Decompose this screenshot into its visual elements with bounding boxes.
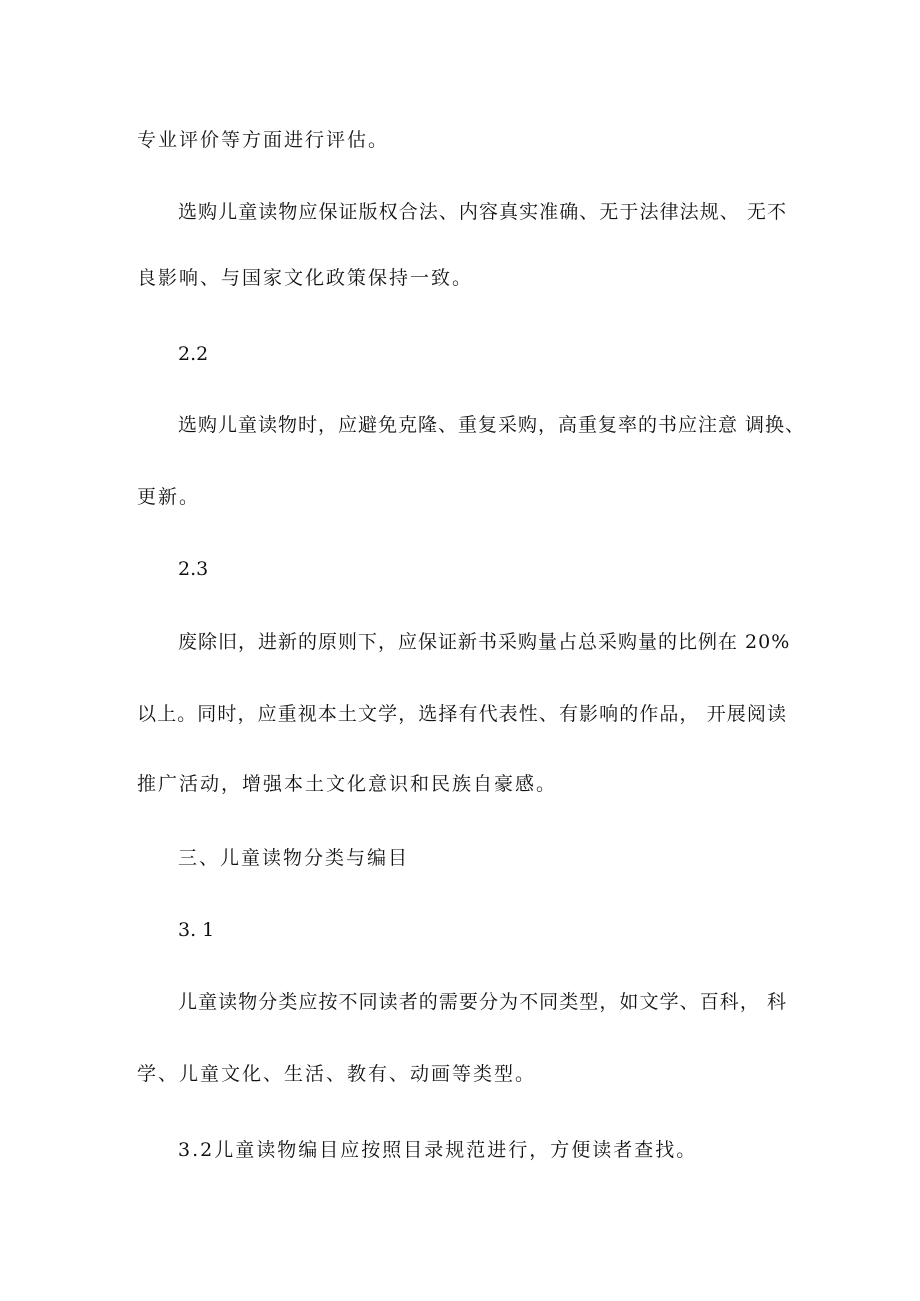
section-number: 2.3 xyxy=(178,558,209,580)
paragraph-line: 良影响、与国家文化政策保持一致。 xyxy=(137,267,474,289)
paragraph-line: 以上。同时，应重视本土文学，选择有代表性、有影响的作品， 开展阅读 xyxy=(137,703,787,725)
paragraph-line: 选购儿童读物时，应避免克隆、重复采购，高重复率的书应注意 调换、 xyxy=(178,414,806,436)
section-number: 3. 1 xyxy=(178,919,215,941)
paragraph-line: 推广活动，增强本土文化意识和民族自豪感。 xyxy=(137,773,558,795)
section-heading: 三、儿童读物分类与编目 xyxy=(178,847,410,869)
paragraph-line: 儿童读物分类应按不同读者的需要分为不同类型，如文学、百科， 科 xyxy=(178,991,787,1013)
paragraph-line: 专业评价等方面进行评估。 xyxy=(137,129,390,151)
paragraph-line: 选购儿童读物应保证版权合法、内容真实准确、无于法律法规、 无不 xyxy=(178,201,787,223)
paragraph-line: 3.2儿童读物编目应按照目录规范进行，方便读者查找。 xyxy=(178,1139,698,1161)
paragraph-line: 废除旧，进新的原则下，应保证新书采购量占总采购量的比例在 20% xyxy=(178,631,791,653)
paragraph-line: 学、儿童文化、生活、教有、动画等类型。 xyxy=(137,1063,537,1085)
section-number: 2.2 xyxy=(178,343,209,365)
paragraph-line: 更新。 xyxy=(137,486,201,508)
